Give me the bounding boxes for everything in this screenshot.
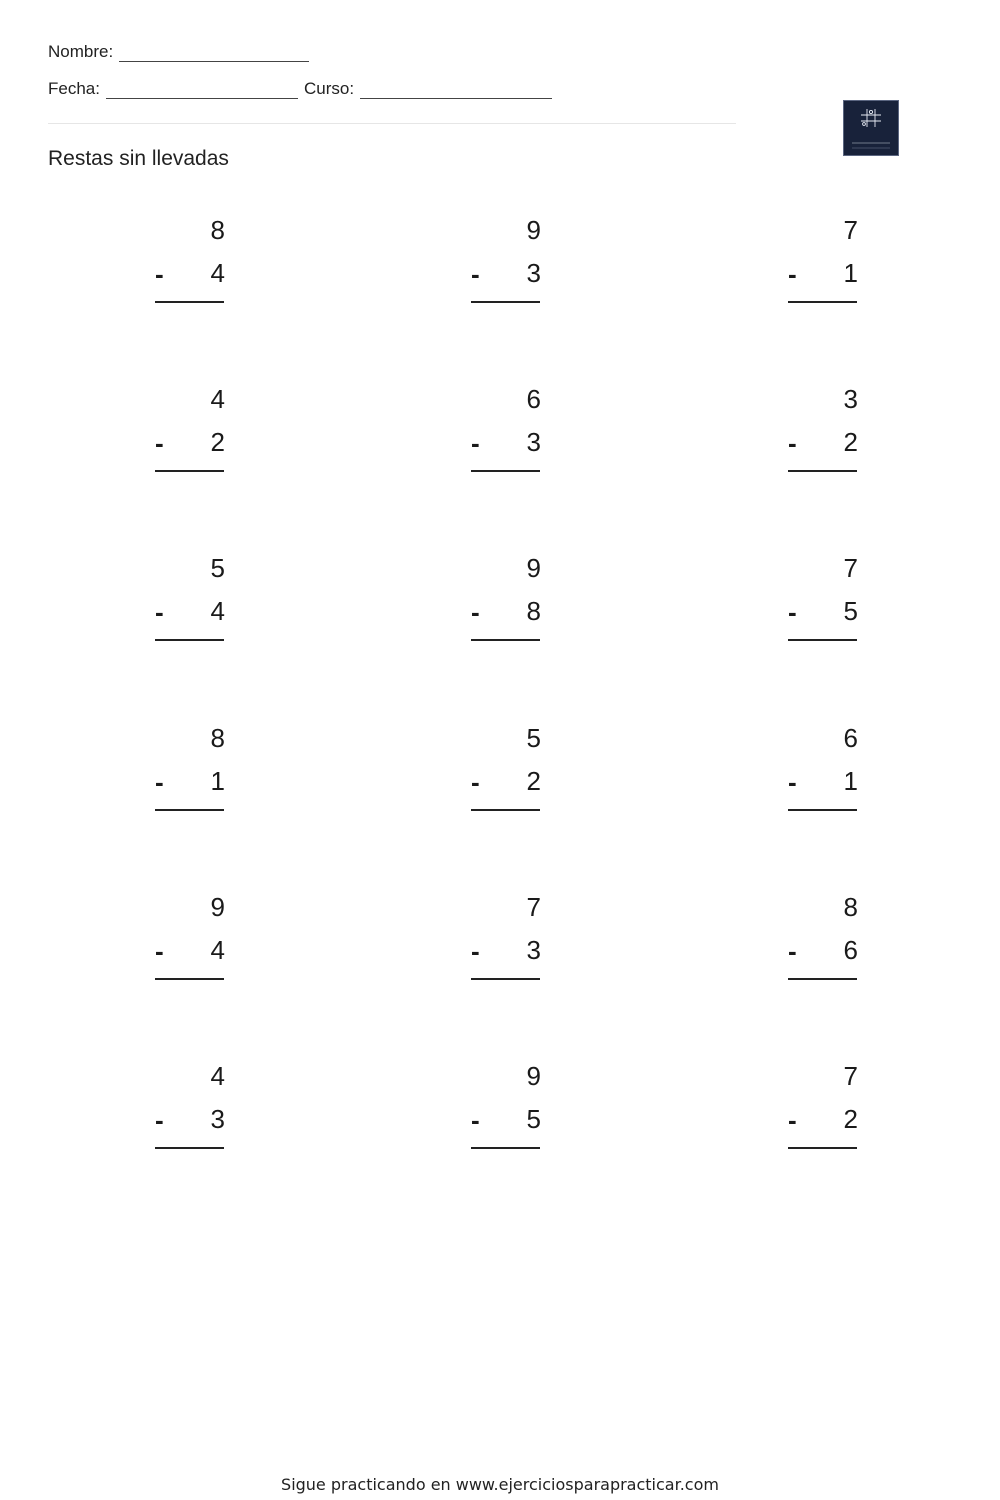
subtrahend: 1	[843, 766, 858, 796]
minuend: 7	[843, 553, 858, 583]
minuend: 6	[843, 723, 858, 753]
subtraction-problem	[155, 892, 225, 992]
subtraction-problem	[471, 1061, 541, 1161]
minus-sign: -	[788, 259, 797, 289]
subtrahend: 5	[843, 596, 858, 626]
subtrahend: 1	[210, 766, 225, 796]
minuend: 7	[843, 1061, 858, 1091]
answer-line[interactable]	[155, 978, 224, 980]
minuend: 7	[526, 892, 541, 922]
minuend: 6	[526, 384, 541, 414]
nombre-blank[interactable]	[119, 43, 309, 62]
subtraction-problem	[155, 384, 225, 484]
answer-line[interactable]	[471, 301, 540, 303]
answer-line[interactable]	[788, 470, 857, 472]
minus-sign: -	[471, 767, 480, 797]
minuend: 9	[210, 892, 225, 922]
curso-label: Curso:	[303, 79, 355, 98]
subtraction-problem	[788, 1061, 858, 1161]
subtraction-problem	[471, 723, 541, 823]
subtraction-problem	[471, 384, 541, 484]
subtrahend: 3	[526, 258, 541, 288]
subtrahend: 3	[526, 427, 541, 457]
curso-blank[interactable]	[360, 80, 552, 99]
subtrahend: 1	[843, 258, 858, 288]
hashtag-grid-logo	[843, 100, 899, 156]
minus-sign: -	[155, 428, 164, 458]
subtraction-problem	[155, 215, 225, 315]
logo-graphic	[844, 101, 898, 155]
subtraction-problem	[788, 215, 858, 315]
answer-line[interactable]	[155, 809, 224, 811]
subtrahend: 4	[210, 935, 225, 965]
subtraction-problem	[155, 1061, 225, 1161]
nombre-label: Nombre:	[48, 42, 114, 61]
subtraction-problem	[788, 384, 858, 484]
nombre-row	[48, 42, 309, 62]
answer-line[interactable]	[471, 639, 540, 641]
minus-sign: -	[788, 767, 797, 797]
answer-line[interactable]	[471, 978, 540, 980]
answer-line[interactable]	[155, 470, 224, 472]
fecha-blank[interactable]	[106, 80, 298, 99]
answer-line[interactable]	[788, 301, 857, 303]
answer-line[interactable]	[471, 809, 540, 811]
answer-line[interactable]	[471, 1147, 540, 1149]
subtraction-problem	[155, 553, 225, 653]
minus-sign: -	[788, 1105, 797, 1135]
subtraction-problem	[471, 215, 541, 315]
minuend: 8	[210, 215, 225, 245]
minus-sign: -	[155, 767, 164, 797]
minus-sign: -	[155, 936, 164, 966]
subtrahend: 4	[210, 258, 225, 288]
minus-sign: -	[471, 936, 480, 966]
minus-sign: -	[155, 597, 164, 627]
subtrahend: 3	[210, 1104, 225, 1134]
footer-note: Sigue practicando en www.ejerciciosparapracticar.com	[281, 1475, 719, 1494]
answer-line[interactable]	[155, 301, 224, 303]
minuend: 9	[526, 553, 541, 583]
subtraction-problem	[471, 892, 541, 992]
subtrahend: 5	[526, 1104, 541, 1134]
minuend: 7	[843, 215, 858, 245]
fecha-label: Fecha:	[48, 79, 100, 98]
answer-line[interactable]	[155, 1147, 224, 1149]
minuend: 5	[526, 723, 541, 753]
minus-sign: -	[471, 428, 480, 458]
worksheet-title: Restas sin llevadas	[48, 147, 229, 170]
minuend: 3	[843, 384, 858, 414]
fecha-curso-row	[48, 79, 552, 99]
answer-line[interactable]	[788, 809, 857, 811]
subtrahend: 2	[843, 427, 858, 457]
minus-sign: -	[471, 597, 480, 627]
subtrahend: 2	[526, 766, 541, 796]
minuend: 4	[210, 1061, 225, 1091]
minus-sign: -	[788, 936, 797, 966]
subtrahend: 4	[210, 596, 225, 626]
answer-line[interactable]	[788, 1147, 857, 1149]
subtrahend: 3	[526, 935, 541, 965]
answer-line[interactable]	[155, 639, 224, 641]
minus-sign: -	[155, 1105, 164, 1135]
minus-sign: -	[788, 428, 797, 458]
subtraction-problem	[788, 723, 858, 823]
subtrahend: 2	[210, 427, 225, 457]
answer-line[interactable]	[788, 639, 857, 641]
minus-sign: -	[471, 259, 480, 289]
minus-sign: -	[471, 1105, 480, 1135]
subtrahend: 6	[843, 935, 858, 965]
subtraction-problem	[788, 892, 858, 992]
minuend: 4	[210, 384, 225, 414]
answer-line[interactable]	[471, 470, 540, 472]
subtraction-problem	[155, 723, 225, 823]
minus-sign: -	[155, 259, 164, 289]
minus-sign: -	[788, 597, 797, 627]
minuend: 8	[210, 723, 225, 753]
minuend: 5	[210, 553, 225, 583]
subtrahend: 8	[526, 596, 541, 626]
subtraction-problem	[471, 553, 541, 653]
answer-line[interactable]	[788, 978, 857, 980]
minuend: 9	[526, 215, 541, 245]
minuend: 8	[843, 892, 858, 922]
subtraction-problem	[788, 553, 858, 653]
minuend: 9	[526, 1061, 541, 1091]
subtrahend: 2	[843, 1104, 858, 1134]
header-divider	[48, 123, 736, 124]
